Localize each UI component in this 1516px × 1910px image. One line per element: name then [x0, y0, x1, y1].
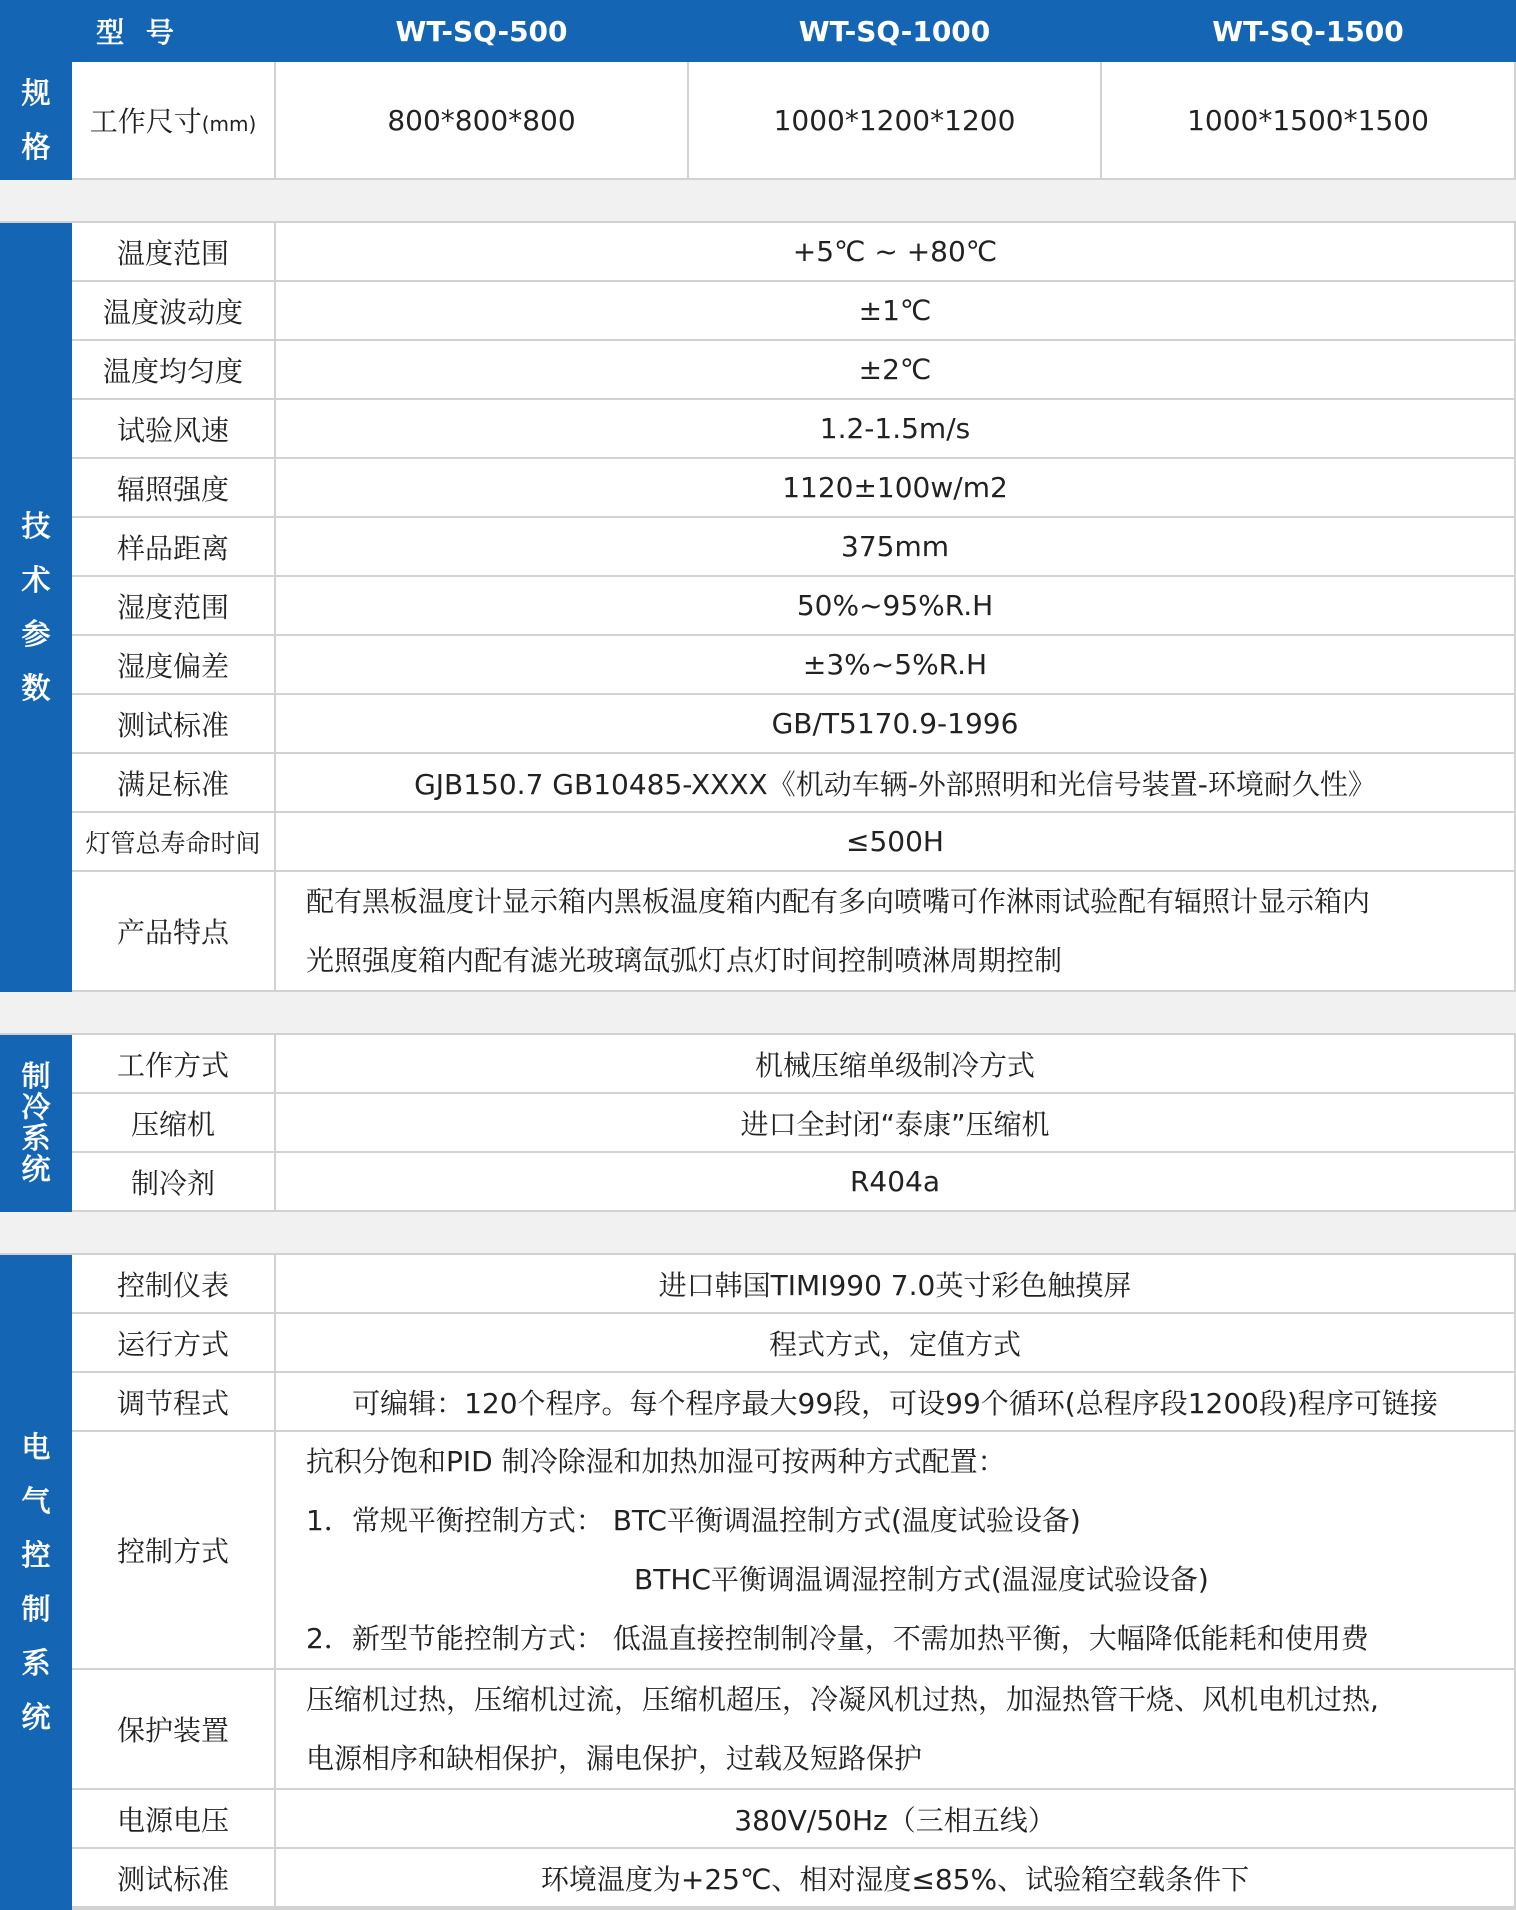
power-value: 380V/50Hz（三相五线）	[275, 1789, 1515, 1848]
row-label: 控制方式	[71, 1431, 275, 1669]
param-row	[1, 576, 1515, 635]
electrical-row	[1, 1313, 1515, 1372]
param-row	[1, 458, 1515, 517]
row-value: 进口全封闭“泰康”压缩机	[275, 1093, 1515, 1152]
section-gap	[1, 991, 1515, 1034]
power-row	[1, 1789, 1515, 1848]
row-label: 温度范围	[71, 222, 275, 281]
row-value: 375mm	[275, 517, 1515, 576]
protection-row	[1, 1669, 1515, 1789]
param-row	[1, 340, 1515, 399]
row-value: +5℃ ~ +80℃	[275, 222, 1515, 281]
row-value: 进口韩国TIMI990 7.0英寸彩色触摸屏	[275, 1254, 1515, 1313]
row-label: 温度均匀度	[71, 340, 275, 399]
control-mode-line: BTHC平衡调温调湿控制方式(温湿度试验设备)	[634, 1563, 1209, 1596]
row-value: GB/T5170.9-1996	[275, 694, 1515, 753]
section-label-spec: 规格	[1, 61, 71, 179]
control-mode-line: 1．常规平衡控制方式： BTC平衡调温控制方式(温度试验设备)	[306, 1504, 1081, 1537]
row-label: 温度波动度	[71, 281, 275, 340]
section-gap	[1, 1211, 1515, 1254]
refrigeration-row	[1, 1093, 1515, 1152]
row-value: ±3%~5%R.H	[275, 635, 1515, 694]
spec-value: 800*800*800	[275, 61, 688, 179]
refrigeration-row	[1, 1034, 1515, 1093]
param-row	[1, 222, 1515, 281]
protection-value	[275, 1669, 1515, 1789]
control-mode-line: 2．新型节能控制方式： 低温直接控制制冷量，不需加热平衡，大幅降低能耗和使用费	[306, 1622, 1369, 1655]
row-label: 运行方式	[71, 1313, 275, 1372]
unit-label: (mm)	[201, 112, 257, 136]
param-row	[1, 281, 1515, 340]
row-label: 湿度范围	[71, 576, 275, 635]
row-value: 50%~95%R.H	[275, 576, 1515, 635]
row-label: 保护装置	[71, 1669, 275, 1789]
refrigeration-row	[1, 1152, 1515, 1211]
model-header-label: 型 号	[1, 1, 275, 61]
model-name: WT-SQ-500	[275, 1, 688, 61]
row-label: 压缩机	[71, 1093, 275, 1152]
param-row	[1, 399, 1515, 458]
row-label: 制冷剂	[71, 1152, 275, 1211]
model-name: WT-SQ-1500	[1101, 1, 1515, 61]
row-label: 样品距离	[71, 517, 275, 576]
row-value: GJB150.7 GB10485-XXXX《机动车辆-外部照明和光信号装置-环境耐久性》	[275, 753, 1515, 812]
test-condition-value: 环境温度为+25℃、相对湿度≤85%、试验箱空载条件下	[275, 1848, 1515, 1907]
param-row	[1, 753, 1515, 812]
features-line: 光照强度箱内配有滤光玻璃氙弧灯点灯时间控制喷淋周期控制	[306, 944, 1063, 977]
electrical-row	[1, 1254, 1515, 1313]
features-row	[1, 871, 1515, 991]
control-mode-row	[1, 1431, 1515, 1669]
row-label: 试验风速	[71, 399, 275, 458]
test-condition-row	[1, 1848, 1515, 1907]
protection-line: 压缩机过热，压缩机过流，压缩机超压，冷凝风机过热，加湿热管干烧、风机电机过热,	[306, 1683, 1379, 1716]
row-value: 1120±100w/m2	[275, 458, 1515, 517]
row-label: 辐照强度	[71, 458, 275, 517]
spec-value: 1000*1200*1200	[688, 61, 1101, 179]
header-row	[1, 1, 1515, 61]
row-label: 工作方式	[71, 1034, 275, 1093]
electrical-row	[1, 1372, 1515, 1431]
row-label: 灯管总寿命时间	[71, 812, 275, 871]
features-value	[275, 871, 1515, 991]
protection-line: 电源相序和缺相保护，漏电保护，过载及短路保护	[306, 1742, 923, 1775]
row-value: 程式方式，定值方式	[275, 1313, 1515, 1372]
row-label: 控制仪表	[71, 1254, 275, 1313]
row-label: 调节程式	[71, 1372, 275, 1431]
table-end	[1, 1907, 1515, 1909]
section-label-technical: 技术参数	[1, 222, 71, 991]
row-label: 电源电压	[71, 1789, 275, 1848]
features-line: 配有黑板温度计显示箱内黑板温度箱内配有多向喷嘴可作淋雨试验配有辐照计显示箱内	[306, 885, 1371, 918]
control-mode-line: 抗积分饱和PID 制冷除湿和加热加湿可按两种方式配置：	[306, 1445, 1006, 1478]
control-mode-value	[275, 1431, 1515, 1669]
param-row	[1, 517, 1515, 576]
row-label: 产品特点	[71, 871, 275, 991]
section-label-electrical: 电气控制系统	[1, 1254, 71, 1909]
row-value: 1.2-1.5m/s	[275, 399, 1515, 458]
row-value: 可编辑：120个程序。每个程序最大99段，可设99个循环(总程序段1200段)程序可链接	[275, 1372, 1515, 1431]
row-value: R404a	[275, 1152, 1515, 1211]
param-row	[1, 694, 1515, 753]
row-label: 测试标准	[71, 1848, 275, 1907]
row-label: 满足标准	[71, 753, 275, 812]
row-value: ≤500H	[275, 812, 1515, 871]
row-label: 湿度偏差	[71, 635, 275, 694]
section-gap	[1, 179, 1515, 222]
param-row	[1, 635, 1515, 694]
param-row	[1, 812, 1515, 871]
model-name: WT-SQ-1000	[688, 1, 1101, 61]
row-value: 机械压缩单级制冷方式	[275, 1034, 1515, 1093]
spec-row	[1, 61, 1515, 179]
row-value: ±1℃	[275, 281, 1515, 340]
row-label: 测试标准	[71, 694, 275, 753]
row-value: ±2℃	[275, 340, 1515, 399]
spec-value: 1000*1500*1500	[1101, 61, 1515, 179]
section-label-refrigeration: 制冷系统	[1, 1034, 71, 1211]
row-label: 工作尺寸(mm)	[71, 61, 275, 179]
